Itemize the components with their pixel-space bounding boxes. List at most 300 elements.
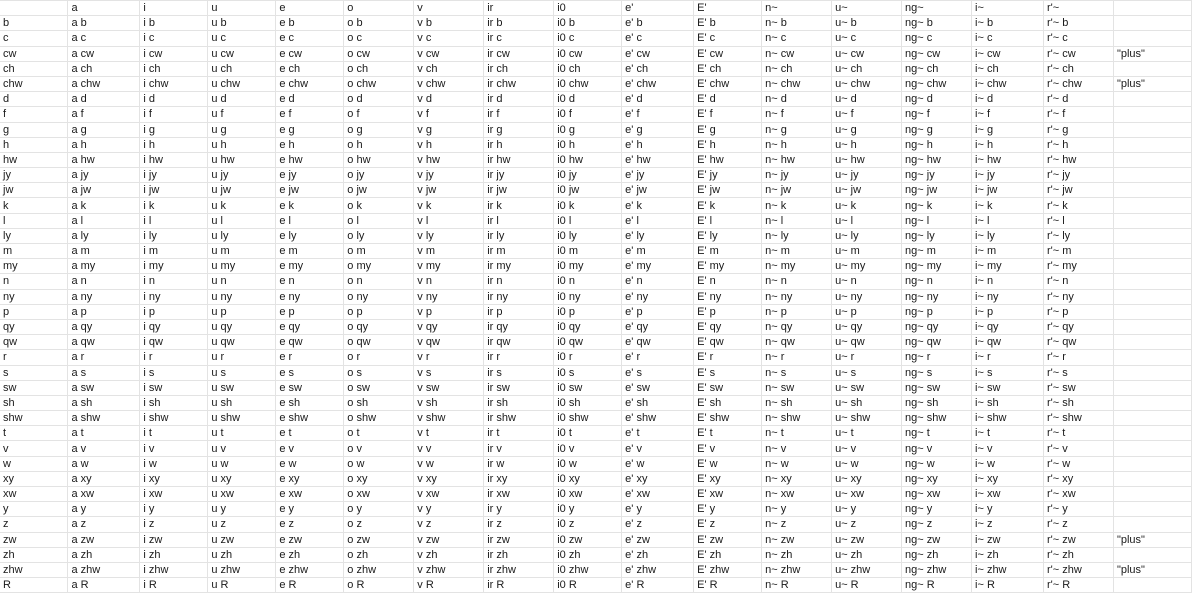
header-cell[interactable]: r'~ <box>1043 1 1113 16</box>
combination-cell[interactable]: i~ l <box>972 213 1044 228</box>
combination-cell[interactable]: ir jy <box>484 168 554 183</box>
combination-cell[interactable]: E' jw <box>694 183 762 198</box>
combination-cell[interactable]: o xy <box>344 471 414 486</box>
combination-cell[interactable]: i zh <box>140 547 208 562</box>
combination-cell[interactable]: v r <box>414 350 484 365</box>
combination-cell[interactable]: o qw <box>344 335 414 350</box>
row-key-cell[interactable]: c <box>0 31 68 46</box>
combination-cell[interactable]: u~ zh <box>832 547 902 562</box>
note-cell[interactable] <box>1113 456 1191 471</box>
combination-cell[interactable]: i~ t <box>972 426 1044 441</box>
combination-cell[interactable]: o v <box>344 441 414 456</box>
combination-cell[interactable]: i0 ly <box>554 228 622 243</box>
combination-cell[interactable]: a y <box>68 502 140 517</box>
combination-cell[interactable]: i~ cw <box>972 46 1044 61</box>
combination-cell[interactable]: E' zw <box>694 532 762 547</box>
combination-cell[interactable]: v s <box>414 365 484 380</box>
combination-cell[interactable]: E' r <box>694 350 762 365</box>
combination-cell[interactable]: i0 jw <box>554 183 622 198</box>
combination-cell[interactable]: E' ch <box>694 61 762 76</box>
combination-cell[interactable]: a jy <box>68 168 140 183</box>
combination-cell[interactable]: e n <box>276 274 344 289</box>
combination-cell[interactable]: r'~ h <box>1043 137 1113 152</box>
combination-cell[interactable]: i~ qw <box>972 335 1044 350</box>
combination-cell[interactable]: e jy <box>276 168 344 183</box>
combination-cell[interactable]: i~ sh <box>972 395 1044 410</box>
combination-cell[interactable]: n~ k <box>762 198 832 213</box>
note-cell[interactable] <box>1113 289 1191 304</box>
combination-cell[interactable]: ir b <box>484 16 554 31</box>
combination-cell[interactable]: e t <box>276 426 344 441</box>
combination-cell[interactable]: u~ sh <box>832 395 902 410</box>
note-cell[interactable] <box>1113 228 1191 243</box>
combination-cell[interactable]: r'~ w <box>1043 456 1113 471</box>
combination-cell[interactable]: o qy <box>344 319 414 334</box>
combination-cell[interactable]: i0 v <box>554 441 622 456</box>
combination-cell[interactable]: r'~ k <box>1043 198 1113 213</box>
combination-cell[interactable]: n~ R <box>762 578 832 593</box>
note-cell[interactable] <box>1113 411 1191 426</box>
combination-cell[interactable]: r'~ y <box>1043 502 1113 517</box>
combination-cell[interactable]: e' n <box>622 274 694 289</box>
row-key-cell[interactable]: sh <box>0 395 68 410</box>
combination-cell[interactable]: ir hw <box>484 152 554 167</box>
row-key-cell[interactable]: jw <box>0 183 68 198</box>
combination-cell[interactable]: n~ ly <box>762 228 832 243</box>
combination-cell[interactable]: o xw <box>344 487 414 502</box>
combination-cell[interactable]: u my <box>208 259 276 274</box>
combination-cell[interactable]: v jw <box>414 183 484 198</box>
combination-cell[interactable]: o ny <box>344 289 414 304</box>
combination-cell[interactable]: v h <box>414 137 484 152</box>
combination-cell[interactable]: r'~ l <box>1043 213 1113 228</box>
note-cell[interactable] <box>1113 441 1191 456</box>
combination-cell[interactable]: v sw <box>414 380 484 395</box>
combination-cell[interactable]: e' xw <box>622 487 694 502</box>
combination-cell[interactable]: i f <box>140 107 208 122</box>
combination-cell[interactable]: n~ jy <box>762 168 832 183</box>
combination-cell[interactable]: i~ v <box>972 441 1044 456</box>
combination-cell[interactable]: o f <box>344 107 414 122</box>
combination-cell[interactable]: n~ z <box>762 517 832 532</box>
combination-cell[interactable]: e zh <box>276 547 344 562</box>
combination-cell[interactable]: e cw <box>276 46 344 61</box>
header-cell[interactable]: i0 <box>554 1 622 16</box>
combination-cell[interactable]: a d <box>68 92 140 107</box>
row-key-cell[interactable]: ny <box>0 289 68 304</box>
combination-cell[interactable]: ng~ cw <box>902 46 972 61</box>
combination-cell[interactable]: i0 w <box>554 456 622 471</box>
combination-cell[interactable]: ir cw <box>484 46 554 61</box>
combination-cell[interactable]: u h <box>208 137 276 152</box>
combination-cell[interactable]: v k <box>414 198 484 213</box>
note-cell[interactable] <box>1113 350 1191 365</box>
combination-cell[interactable]: e' w <box>622 456 694 471</box>
row-key-cell[interactable]: n <box>0 274 68 289</box>
combination-cell[interactable]: e qy <box>276 319 344 334</box>
combination-cell[interactable]: i p <box>140 304 208 319</box>
note-cell[interactable] <box>1113 365 1191 380</box>
combination-cell[interactable]: e chw <box>276 76 344 91</box>
combination-cell[interactable]: a p <box>68 304 140 319</box>
header-cell[interactable]: E' <box>694 1 762 16</box>
combination-cell[interactable]: i0 shw <box>554 411 622 426</box>
combination-cell[interactable]: a zw <box>68 532 140 547</box>
combination-cell[interactable]: r'~ qy <box>1043 319 1113 334</box>
combination-cell[interactable]: r'~ xw <box>1043 487 1113 502</box>
note-cell[interactable] <box>1113 92 1191 107</box>
combination-cell[interactable]: e ly <box>276 228 344 243</box>
combination-cell[interactable]: ir xy <box>484 471 554 486</box>
combination-cell[interactable]: ng~ zh <box>902 547 972 562</box>
combination-cell[interactable]: r'~ chw <box>1043 76 1113 91</box>
combination-cell[interactable]: o l <box>344 213 414 228</box>
combination-cell[interactable]: a zhw <box>68 562 140 577</box>
combination-cell[interactable]: e' cw <box>622 46 694 61</box>
combination-cell[interactable]: ir sw <box>484 380 554 395</box>
combination-cell[interactable]: ng~ zw <box>902 532 972 547</box>
combination-cell[interactable]: o n <box>344 274 414 289</box>
row-key-cell[interactable]: xw <box>0 487 68 502</box>
combination-cell[interactable]: a zh <box>68 547 140 562</box>
combination-cell[interactable]: i0 qw <box>554 335 622 350</box>
note-cell[interactable] <box>1113 395 1191 410</box>
combination-cell[interactable]: a ny <box>68 289 140 304</box>
combination-cell[interactable]: e' chw <box>622 76 694 91</box>
combination-cell[interactable]: n~ qw <box>762 335 832 350</box>
combination-cell[interactable]: u k <box>208 198 276 213</box>
combination-cell[interactable]: n~ w <box>762 456 832 471</box>
combination-cell[interactable]: n~ m <box>762 244 832 259</box>
combination-cell[interactable]: i0 z <box>554 517 622 532</box>
combination-cell[interactable]: u qw <box>208 335 276 350</box>
combination-cell[interactable]: n~ chw <box>762 76 832 91</box>
combination-cell[interactable]: ir g <box>484 122 554 137</box>
combination-cell[interactable]: i zhw <box>140 562 208 577</box>
combination-cell[interactable]: v w <box>414 456 484 471</box>
combination-cell[interactable]: ng~ ly <box>902 228 972 243</box>
combination-cell[interactable]: n~ shw <box>762 411 832 426</box>
combination-cell[interactable]: E' w <box>694 456 762 471</box>
combination-cell[interactable]: a qy <box>68 319 140 334</box>
combination-cell[interactable]: i0 zhw <box>554 562 622 577</box>
combination-cell[interactable]: v my <box>414 259 484 274</box>
row-key-cell[interactable]: p <box>0 304 68 319</box>
combination-cell[interactable]: v p <box>414 304 484 319</box>
combination-cell[interactable]: E' k <box>694 198 762 213</box>
combination-cell[interactable]: e' m <box>622 244 694 259</box>
row-key-cell[interactable]: s <box>0 365 68 380</box>
combination-cell[interactable]: v ly <box>414 228 484 243</box>
combination-cell[interactable]: u p <box>208 304 276 319</box>
combination-cell[interactable]: ng~ hw <box>902 152 972 167</box>
header-cell[interactable]: n~ <box>762 1 832 16</box>
combination-cell[interactable]: i~ b <box>972 16 1044 31</box>
combination-cell[interactable]: e' l <box>622 213 694 228</box>
combination-cell[interactable]: o d <box>344 92 414 107</box>
combination-cell[interactable]: u~ hw <box>832 152 902 167</box>
combination-cell[interactable]: i~ ny <box>972 289 1044 304</box>
combination-cell[interactable]: o w <box>344 456 414 471</box>
combination-cell[interactable]: i jy <box>140 168 208 183</box>
combination-cell[interactable]: e' c <box>622 31 694 46</box>
combination-cell[interactable]: a c <box>68 31 140 46</box>
combination-cell[interactable]: r'~ g <box>1043 122 1113 137</box>
note-cell[interactable]: "plus" <box>1113 532 1191 547</box>
combination-cell[interactable]: o shw <box>344 411 414 426</box>
combination-cell[interactable]: ng~ m <box>902 244 972 259</box>
combination-cell[interactable]: u s <box>208 365 276 380</box>
combination-cell[interactable]: i~ z <box>972 517 1044 532</box>
combination-cell[interactable]: i~ w <box>972 456 1044 471</box>
combination-cell[interactable]: i0 ch <box>554 61 622 76</box>
combination-cell[interactable]: u~ g <box>832 122 902 137</box>
combination-cell[interactable]: n~ p <box>762 304 832 319</box>
header-cell[interactable]: i <box>140 1 208 16</box>
note-cell[interactable] <box>1113 61 1191 76</box>
note-cell[interactable] <box>1113 183 1191 198</box>
combination-cell[interactable]: r'~ z <box>1043 517 1113 532</box>
combination-cell[interactable]: u~ n <box>832 274 902 289</box>
combination-cell[interactable]: E' z <box>694 517 762 532</box>
combination-cell[interactable]: r'~ d <box>1043 92 1113 107</box>
combination-cell[interactable]: u hw <box>208 152 276 167</box>
combination-cell[interactable]: E' xw <box>694 487 762 502</box>
combination-cell[interactable]: v v <box>414 441 484 456</box>
combination-cell[interactable]: i0 b <box>554 16 622 31</box>
row-key-cell[interactable]: d <box>0 92 68 107</box>
combination-cell[interactable]: n~ qy <box>762 319 832 334</box>
combination-cell[interactable]: r'~ m <box>1043 244 1113 259</box>
combination-cell[interactable]: u d <box>208 92 276 107</box>
combination-cell[interactable]: ng~ xy <box>902 471 972 486</box>
combination-cell[interactable]: i g <box>140 122 208 137</box>
combination-cell[interactable]: i0 chw <box>554 76 622 91</box>
combination-cell[interactable]: E' jy <box>694 168 762 183</box>
combination-cell[interactable]: e jw <box>276 183 344 198</box>
row-key-cell[interactable]: f <box>0 107 68 122</box>
combination-cell[interactable]: e h <box>276 137 344 152</box>
combination-cell[interactable]: n~ f <box>762 107 832 122</box>
combination-cell[interactable]: e z <box>276 517 344 532</box>
combination-cell[interactable]: ir s <box>484 365 554 380</box>
combination-cell[interactable]: e' shw <box>622 411 694 426</box>
combination-cell[interactable]: v b <box>414 16 484 31</box>
combination-cell[interactable]: a cw <box>68 46 140 61</box>
combination-cell[interactable]: ng~ k <box>902 198 972 213</box>
combination-cell[interactable]: i b <box>140 16 208 31</box>
combination-cell[interactable]: n~ my <box>762 259 832 274</box>
combination-cell[interactable]: u~ xy <box>832 471 902 486</box>
combination-cell[interactable]: r'~ xy <box>1043 471 1113 486</box>
combination-cell[interactable]: e r <box>276 350 344 365</box>
note-cell[interactable] <box>1113 259 1191 274</box>
combination-cell[interactable]: u zhw <box>208 562 276 577</box>
combination-cell[interactable]: i~ jy <box>972 168 1044 183</box>
combination-cell[interactable]: a l <box>68 213 140 228</box>
combination-cell[interactable]: a f <box>68 107 140 122</box>
combination-cell[interactable]: n~ xy <box>762 471 832 486</box>
combination-cell[interactable]: a h <box>68 137 140 152</box>
combination-cell[interactable]: i t <box>140 426 208 441</box>
note-cell[interactable] <box>1113 16 1191 31</box>
combination-cell[interactable]: e my <box>276 259 344 274</box>
combination-cell[interactable]: E' cw <box>694 46 762 61</box>
combination-cell[interactable]: n~ g <box>762 122 832 137</box>
combination-cell[interactable]: e sh <box>276 395 344 410</box>
combination-cell[interactable]: ir zh <box>484 547 554 562</box>
combination-cell[interactable]: r'~ qw <box>1043 335 1113 350</box>
note-cell[interactable] <box>1113 547 1191 562</box>
combination-cell[interactable]: ir my <box>484 259 554 274</box>
combination-cell[interactable]: i~ ly <box>972 228 1044 243</box>
combination-cell[interactable]: i0 ny <box>554 289 622 304</box>
combination-cell[interactable]: e c <box>276 31 344 46</box>
combination-cell[interactable]: u~ zhw <box>832 562 902 577</box>
combination-cell[interactable]: o g <box>344 122 414 137</box>
combination-cell[interactable]: i0 qy <box>554 319 622 334</box>
combination-cell[interactable]: a R <box>68 578 140 593</box>
combination-cell[interactable]: e' d <box>622 92 694 107</box>
combination-cell[interactable]: E' h <box>694 137 762 152</box>
note-cell[interactable] <box>1113 426 1191 441</box>
combination-cell[interactable]: E' m <box>694 244 762 259</box>
combination-cell[interactable]: a z <box>68 517 140 532</box>
combination-cell[interactable]: u~ z <box>832 517 902 532</box>
combination-cell[interactable]: o y <box>344 502 414 517</box>
combination-cell[interactable]: ng~ qy <box>902 319 972 334</box>
combination-cell[interactable]: o r <box>344 350 414 365</box>
row-key-cell[interactable]: z <box>0 517 68 532</box>
combination-cell[interactable]: e qw <box>276 335 344 350</box>
combination-cell[interactable]: n~ l <box>762 213 832 228</box>
combination-cell[interactable]: o zh <box>344 547 414 562</box>
combination-cell[interactable]: ir k <box>484 198 554 213</box>
combination-cell[interactable]: a m <box>68 244 140 259</box>
combination-cell[interactable]: i w <box>140 456 208 471</box>
combination-cell[interactable]: v chw <box>414 76 484 91</box>
combination-cell[interactable]: r'~ ly <box>1043 228 1113 243</box>
note-cell[interactable] <box>1113 274 1191 289</box>
combination-cell[interactable]: o hw <box>344 152 414 167</box>
combination-cell[interactable]: e' qy <box>622 319 694 334</box>
combination-cell[interactable]: ng~ xw <box>902 487 972 502</box>
combination-cell[interactable]: o ch <box>344 61 414 76</box>
row-key-cell[interactable]: t <box>0 426 68 441</box>
combination-cell[interactable]: n~ y <box>762 502 832 517</box>
combination-cell[interactable]: u cw <box>208 46 276 61</box>
combination-cell[interactable]: E' t <box>694 426 762 441</box>
combination-cell[interactable]: e' my <box>622 259 694 274</box>
combination-cell[interactable]: n~ d <box>762 92 832 107</box>
combination-cell[interactable]: E' chw <box>694 76 762 91</box>
combination-cell[interactable]: e' s <box>622 365 694 380</box>
combination-cell[interactable]: a my <box>68 259 140 274</box>
combination-cell[interactable]: u xw <box>208 487 276 502</box>
combination-cell[interactable]: i~ xy <box>972 471 1044 486</box>
combination-cell[interactable]: ng~ y <box>902 502 972 517</box>
combination-cell[interactable]: ir sh <box>484 395 554 410</box>
combination-cell[interactable]: u~ ny <box>832 289 902 304</box>
combination-cell[interactable]: u~ chw <box>832 76 902 91</box>
combination-cell[interactable]: i ny <box>140 289 208 304</box>
combination-cell[interactable]: i~ s <box>972 365 1044 380</box>
combination-cell[interactable]: u~ ly <box>832 228 902 243</box>
combination-cell[interactable]: u chw <box>208 76 276 91</box>
combination-cell[interactable]: ir shw <box>484 411 554 426</box>
combination-cell[interactable]: e xy <box>276 471 344 486</box>
combination-cell[interactable]: i0 c <box>554 31 622 46</box>
combination-cell[interactable]: i~ ch <box>972 61 1044 76</box>
combination-cell[interactable]: v shw <box>414 411 484 426</box>
combination-cell[interactable]: i d <box>140 92 208 107</box>
combination-cell[interactable]: i0 zw <box>554 532 622 547</box>
combination-cell[interactable]: u~ h <box>832 137 902 152</box>
combination-cell[interactable]: ir xw <box>484 487 554 502</box>
combination-cell[interactable]: ng~ zhw <box>902 562 972 577</box>
combination-cell[interactable]: e' jw <box>622 183 694 198</box>
combination-cell[interactable]: n~ h <box>762 137 832 152</box>
combination-cell[interactable]: o R <box>344 578 414 593</box>
combination-cell[interactable]: a s <box>68 365 140 380</box>
header-cell[interactable]: a <box>68 1 140 16</box>
combination-cell[interactable]: r'~ sh <box>1043 395 1113 410</box>
header-cell[interactable]: u <box>208 1 276 16</box>
note-cell[interactable] <box>1113 487 1191 502</box>
combination-cell[interactable]: n~ ny <box>762 289 832 304</box>
combination-cell[interactable]: i~ r <box>972 350 1044 365</box>
row-key-cell[interactable]: y <box>0 502 68 517</box>
note-cell[interactable] <box>1113 137 1191 152</box>
header-cell[interactable]: e <box>276 1 344 16</box>
combination-cell[interactable]: v xy <box>414 471 484 486</box>
combination-cell[interactable]: E' hw <box>694 152 762 167</box>
combination-cell[interactable]: u zw <box>208 532 276 547</box>
combination-cell[interactable]: i~ shw <box>972 411 1044 426</box>
combination-cell[interactable]: ir qy <box>484 319 554 334</box>
combination-cell[interactable]: e v <box>276 441 344 456</box>
combination-cell[interactable]: u R <box>208 578 276 593</box>
combination-cell[interactable]: a ch <box>68 61 140 76</box>
combination-cell[interactable]: r'~ my <box>1043 259 1113 274</box>
combination-cell[interactable]: E' c <box>694 31 762 46</box>
combination-cell[interactable]: n~ zh <box>762 547 832 562</box>
combination-cell[interactable]: E' p <box>694 304 762 319</box>
combination-cell[interactable]: i~ m <box>972 244 1044 259</box>
combination-cell[interactable]: i0 sh <box>554 395 622 410</box>
combination-cell[interactable]: u~ w <box>832 456 902 471</box>
combination-cell[interactable]: o h <box>344 137 414 152</box>
combination-cell[interactable]: r'~ r <box>1043 350 1113 365</box>
note-cell[interactable] <box>1113 31 1191 46</box>
combination-cell[interactable]: i~ c <box>972 31 1044 46</box>
row-key-cell[interactable]: qy <box>0 319 68 334</box>
combination-cell[interactable]: e hw <box>276 152 344 167</box>
combination-cell[interactable]: E' sw <box>694 380 762 395</box>
combination-cell[interactable]: E' v <box>694 441 762 456</box>
combination-cell[interactable]: u l <box>208 213 276 228</box>
combination-cell[interactable]: i~ d <box>972 92 1044 107</box>
combination-cell[interactable]: ir y <box>484 502 554 517</box>
combination-cell[interactable]: e' v <box>622 441 694 456</box>
combination-cell[interactable]: v hw <box>414 152 484 167</box>
combination-cell[interactable]: u xy <box>208 471 276 486</box>
combination-cell[interactable]: u~ r <box>832 350 902 365</box>
combination-cell[interactable]: a w <box>68 456 140 471</box>
combination-cell[interactable]: a chw <box>68 76 140 91</box>
combination-cell[interactable]: ng~ qw <box>902 335 972 350</box>
combination-cell[interactable]: r'~ f <box>1043 107 1113 122</box>
